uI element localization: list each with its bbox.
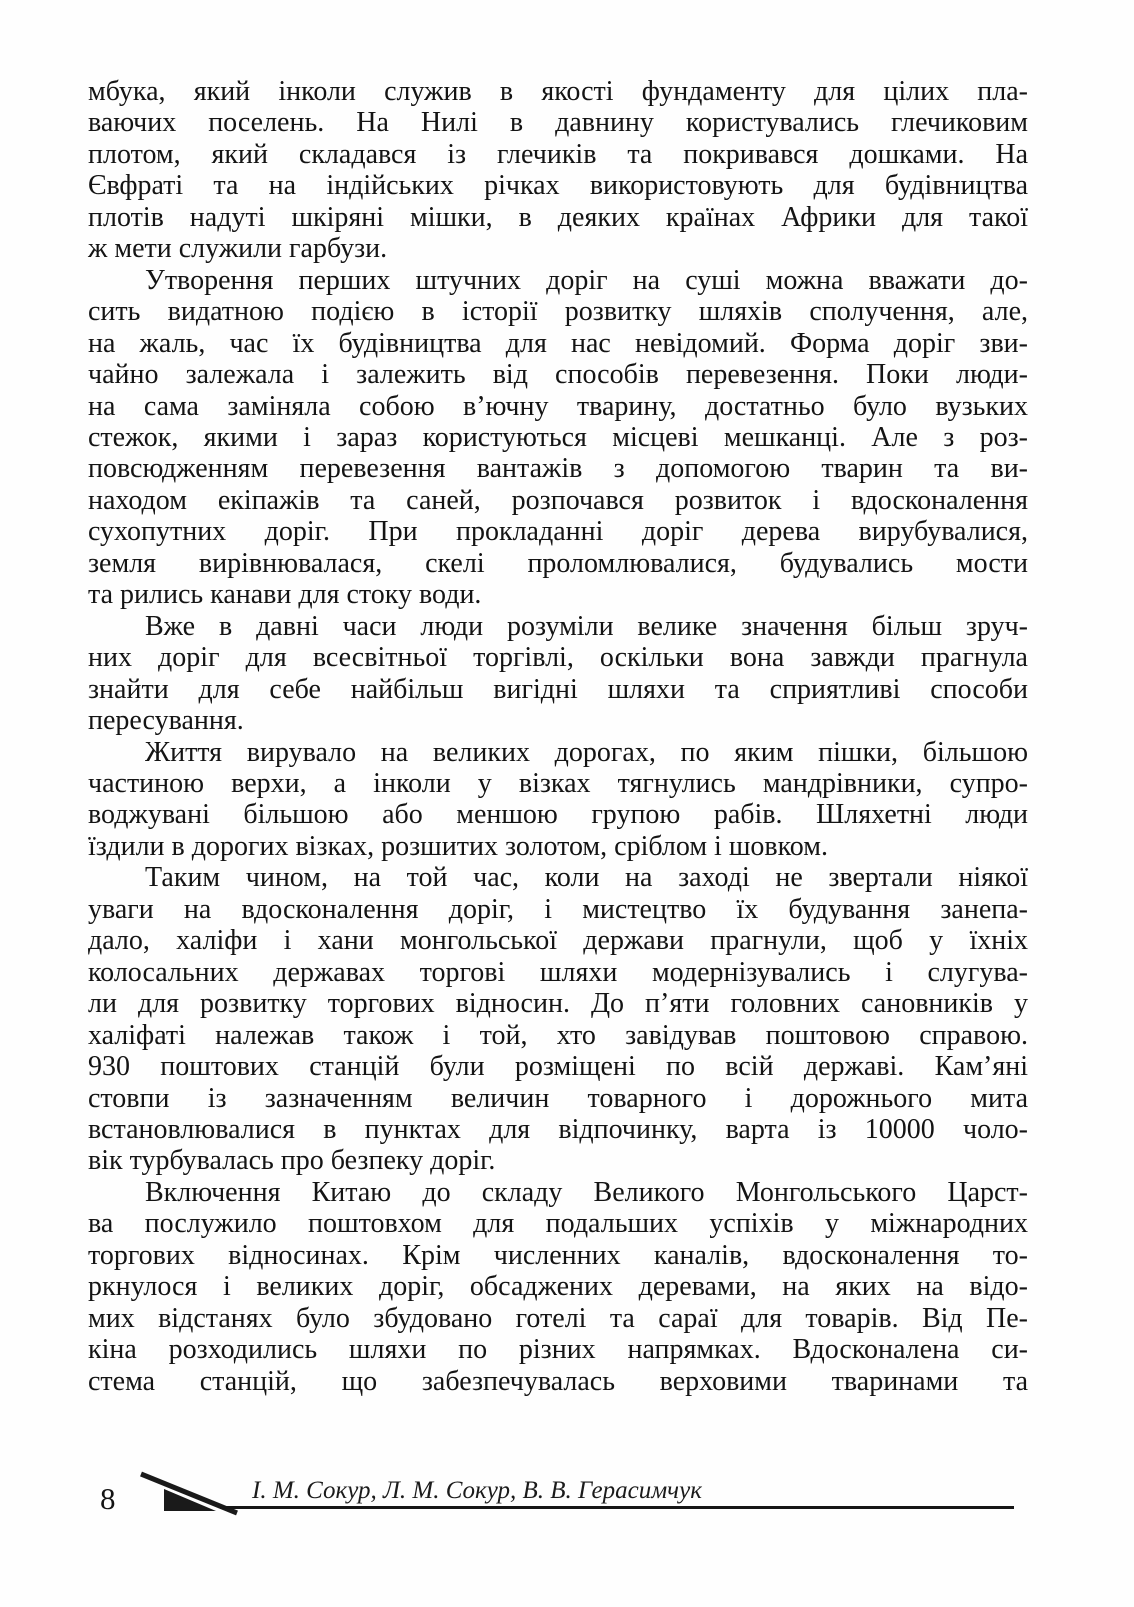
text-line: чайно залежала і залежить від способів перевезення. Поки люди-	[88, 359, 1028, 391]
text-line: плотів надуті шкіряні мішки, в деяких країнах Африки для такої	[88, 201, 1028, 233]
text-line: на жаль, час їх будівництва для нас невідомий. Форма доріг зви-	[88, 327, 1028, 359]
text-line: находом екіпажів та саней, розпочався розвиток і вдосконалення	[88, 484, 1028, 516]
text-line: сухопутних доріг. При прокладанні доріг дерева вирубувалися,	[88, 516, 1028, 548]
text-line: та рились канави для стоку води.	[88, 579, 482, 611]
text-line: знайти для себе найбільш вигідні шляхи та сприятливі способи	[88, 673, 1028, 705]
text-line: стовпи із зазначенням величин товарного і дорожнього мита	[88, 1082, 1028, 1114]
text-line: Євфраті та на індійських річках використовують для будівництва	[88, 170, 1028, 202]
paragraph	[88, 611, 1028, 737]
text-line: Життя вирувало на великих дорогах, по яким пішки, більшою	[145, 736, 1028, 768]
text-line: їздили в дорогих візках, розшитих золотом, сріблом і шовком.	[88, 830, 828, 862]
paragraph	[88, 862, 1028, 1177]
text-line: Утворення перших штучних доріг на суші можна вважати до-	[145, 264, 1028, 296]
text-line: мбука, який інколи служив в якості фундаменту для цілих пла-	[88, 76, 1028, 107]
text-line: ж мети служили гарбузи.	[88, 233, 388, 265]
text-line: ркнулося і великих доріг, обсаджених деревами, на яких на відо-	[88, 1271, 1028, 1303]
text-line: торгових відносинах. Крім численних каналів, вдосконалення то-	[88, 1239, 1028, 1271]
text-line: ваючих поселень. На Нилі в давнину користувались глечиковим	[88, 107, 1028, 139]
text-line: колосальних державах торгові шляхи модернізувались і слугува-	[88, 956, 1028, 988]
text-line: частиною верхи, а інколи у візках тягнулись мандрівники, супро-	[88, 767, 1028, 799]
text-line: вік турбувалась про безпеку доріг.	[88, 1145, 496, 1177]
text-line: ва послужило поштовхом для подальших успіхів у міжнародних	[88, 1208, 1028, 1240]
text-line: халіфаті належав також і той, хто завідував поштовою справою.	[88, 1019, 1028, 1051]
text-line: плотом, який складався із глечиків та покривався дошками. На	[88, 138, 1028, 170]
text-line: стежок, якими і зараз користуються місцеві мешканці. Але з роз-	[88, 421, 1028, 453]
text-line: стема станцій, що забезпечувалась верховими тваринами та	[88, 1365, 1028, 1397]
text-line: на сама заміняла собою в’ючну тварину, достатньо було вузьких	[88, 390, 1028, 422]
running-title-authors: І. М. Сокур, Л. М. Сокур, В. В. Герасимчук	[252, 1477, 702, 1504]
text-line: Включення Китаю до складу Великого Монгольського Царст-	[145, 1176, 1028, 1208]
text-line: мих відстанях було збудовано готелі та сараї для товарів. Від Пе-	[88, 1302, 1028, 1334]
text-line: повсюдженням перевезення вантажів з допомогою тварин та ви-	[88, 453, 1028, 485]
paragraph	[88, 265, 1028, 611]
text-line: Вже в давні часи люди розуміли велике значення більш зруч-	[145, 610, 1028, 642]
text-line: земля вирівнювалася, скелі проломлювалися, будувались мости	[88, 547, 1028, 579]
text-line: воджувані більшою або меншою групою рабів. Шляхетні люди	[88, 799, 1028, 831]
text-line: дало, халіфи і хани монгольської держави прагнули, щоб у їхніх	[88, 925, 1028, 957]
page-text	[88, 76, 1028, 1397]
text-line: кіна розходились шляхи по різних напрямках. Вдосконалена си-	[88, 1334, 1028, 1366]
text-line: пересування.	[88, 705, 244, 737]
paragraph	[88, 737, 1028, 863]
text-line: уваги на вдосконалення доріг, і мистецтво їх будування занепа-	[88, 893, 1028, 925]
page-number: 8	[100, 1481, 116, 1516]
text-line: них доріг для всесвітньої торгівлі, оскільки вона завжди прагнула	[88, 642, 1028, 674]
text-line: ли для розвитку торгових відносин. До п’яти головних сановників у	[88, 988, 1028, 1020]
paragraph	[88, 1177, 1028, 1397]
paragraph	[88, 76, 1028, 265]
text-line: встановлювалися в пунктах для відпочинку, варта із 10000 чоло-	[88, 1113, 1028, 1145]
text-line: сить видатною подією в історії розвитку шляхів сполучення, але,	[88, 296, 1028, 328]
footer-rule	[220, 1506, 1014, 1509]
text-line: 930 поштових станцій були розміщені по всій державі. Кам’яні	[88, 1051, 1028, 1083]
text-line: Таким чином, на той час, коли на заході не звертали ніякої	[145, 862, 1028, 894]
